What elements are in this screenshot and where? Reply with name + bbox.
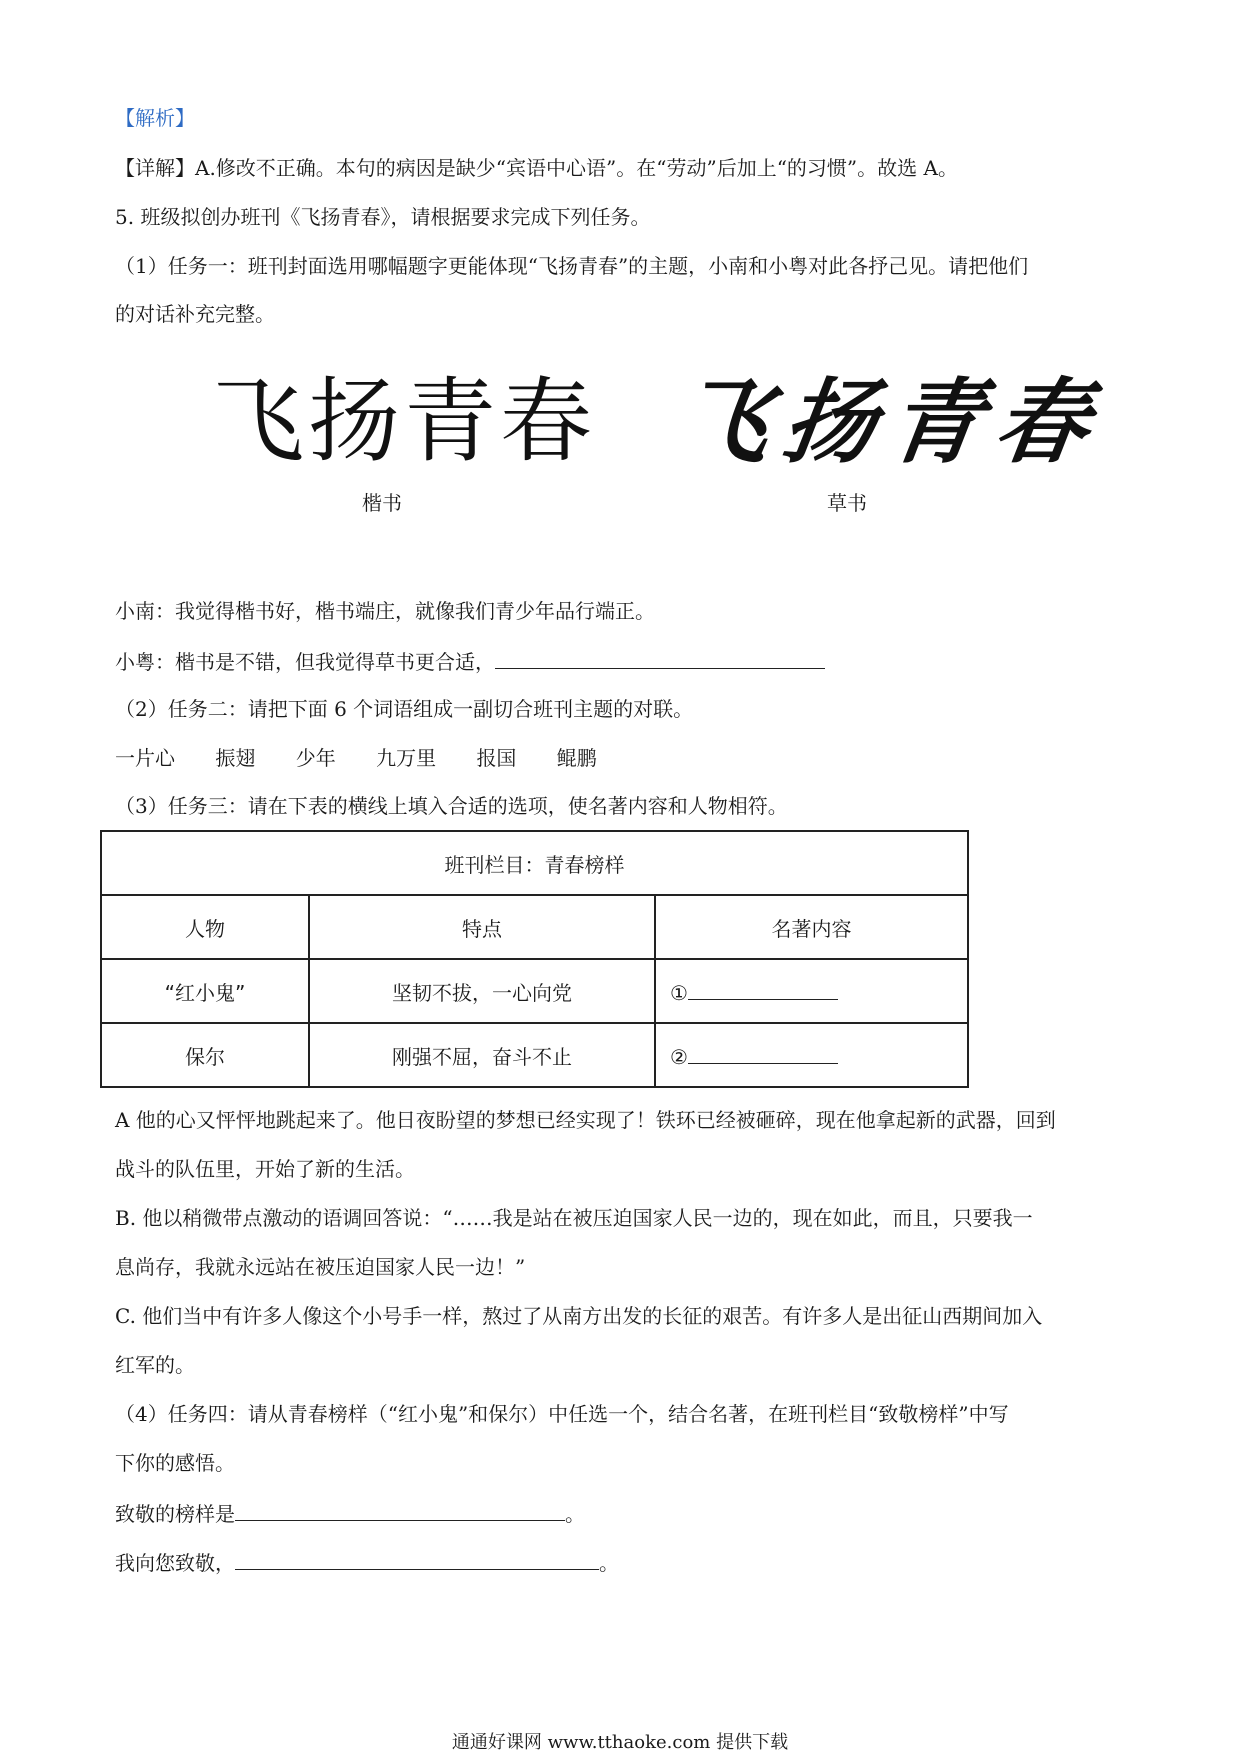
task3-prompt: （3）任务三：请在下表的横线上填入合适的选项，使名著内容和人物相符。: [115, 794, 788, 818]
role-model-table: [100, 830, 969, 1088]
analysis-label: 【解析】: [115, 106, 195, 130]
calligraphy-caoshu: 飞扬青春: [670, 368, 1110, 476]
tribute-fill: [115, 1547, 619, 1577]
table-title: 班刊栏目：青春榜样: [101, 831, 968, 895]
page-footer: 通通好课网 www.tthaoke.com 提供下载: [451, 1732, 789, 1753]
xiaonan-dialogue: 小南：我觉得楷书好，楷书端庄，就像我们青少年品行端正。: [115, 599, 655, 623]
question-title: 5. 班级拟创办班刊《飞扬青春》，请根据要求完成下列任务。: [115, 205, 651, 229]
fill2-suffix: 。: [599, 1551, 619, 1575]
option-c-line2: 红军的。: [115, 1353, 195, 1377]
table-row: [101, 959, 968, 1023]
row-content: [655, 959, 968, 1023]
fill2-prefix: 我向您致敬，: [115, 1551, 235, 1575]
table-row: [101, 1023, 968, 1087]
xiaoyue-answer-blank[interactable]: [495, 646, 825, 669]
option-b-line2: 息尚存，我就永远站在被压迫国家人民一边！”: [115, 1255, 526, 1279]
tribute-blank[interactable]: [235, 1547, 599, 1570]
row-person: “红小鬼”: [101, 959, 309, 1023]
option-c-line1: C. 他们当中有许多人像这个小号手一样，熬过了从南方出发的长征的艰苦。有许多人是出征山西期间加入: [115, 1304, 1043, 1328]
word-item: 振翅: [215, 746, 256, 770]
role-model-fill: [115, 1498, 585, 1528]
caption-kaishu: 楷书: [362, 491, 402, 515]
header-content: 名著内容: [655, 895, 968, 959]
word-item: 少年: [295, 746, 336, 770]
caption-caoshu: 草书: [827, 491, 867, 515]
fill1-suffix: 。: [565, 1502, 585, 1526]
option-a-line2: 战斗的队伍里，开始了新的生活。: [115, 1157, 415, 1181]
row-content: [655, 1023, 968, 1087]
word-item: 鲲鹏: [556, 746, 597, 770]
calligraphy-kaishu: 飞扬青春: [212, 368, 597, 475]
content-marker: ②: [670, 1045, 688, 1069]
row-trait: 坚韧不拔，一心向党: [309, 959, 655, 1023]
option-b-line1: B. 他以稍微带点激动的语调回答说：“……我是站在被压迫国家人民一边的，现在如此，而且，只要我一: [115, 1206, 1033, 1230]
xiaoyue-dialogue: [115, 646, 825, 676]
task4-prompt-line1: （4）任务四：请从青春榜样（“红小鬼”和保尔）中任选一个，结合名著，在班刊栏目“致敬榜样”中写: [115, 1402, 1009, 1426]
task2-prompt: （2）任务二：请把下面 6 个词语组成一副切合班刊主题的对联。: [115, 697, 694, 721]
row-trait: 刚强不屈，奋斗不止: [309, 1023, 655, 1087]
header-trait: 特点: [309, 895, 655, 959]
fill1-prefix: 致敬的榜样是: [115, 1502, 235, 1526]
content-marker: ①: [670, 981, 688, 1005]
word-item: 报国: [476, 746, 517, 770]
detail-text: 【详解】A.修改不正确。本句的病因是缺少“宾语中心语”。在“劳动”后加上“的习惯”。故选 A。: [115, 156, 958, 180]
task4-prompt-line2: 下你的感悟。: [115, 1451, 235, 1475]
content-answer-blank[interactable]: [688, 977, 838, 1000]
role-model-blank[interactable]: [235, 1498, 565, 1521]
task2-word-list: [115, 744, 631, 772]
xiaoyue-text: 小粤：楷书是不错，但我觉得草书更合适，: [115, 650, 495, 674]
word-item: 九万里: [376, 746, 437, 770]
option-a-line1: A 他的心又怦怦地跳起来了。他日夜盼望的梦想已经实现了！铁环已经被砸碎，现在他拿起新的武器，回到: [115, 1108, 1056, 1132]
row-person: 保尔: [101, 1023, 309, 1087]
word-item: 一片心: [115, 746, 175, 770]
header-person: 人物: [101, 895, 309, 959]
content-answer-blank[interactable]: [688, 1041, 838, 1064]
task1-prompt-line1: （1）任务一：班刊封面选用哪幅题字更能体现“飞扬青春”的主题，小南和小粤对此各抒己见。请把他们: [115, 254, 1029, 278]
task1-prompt-line2: 的对话补充完整。: [115, 302, 275, 326]
table-header-row: [101, 895, 968, 959]
